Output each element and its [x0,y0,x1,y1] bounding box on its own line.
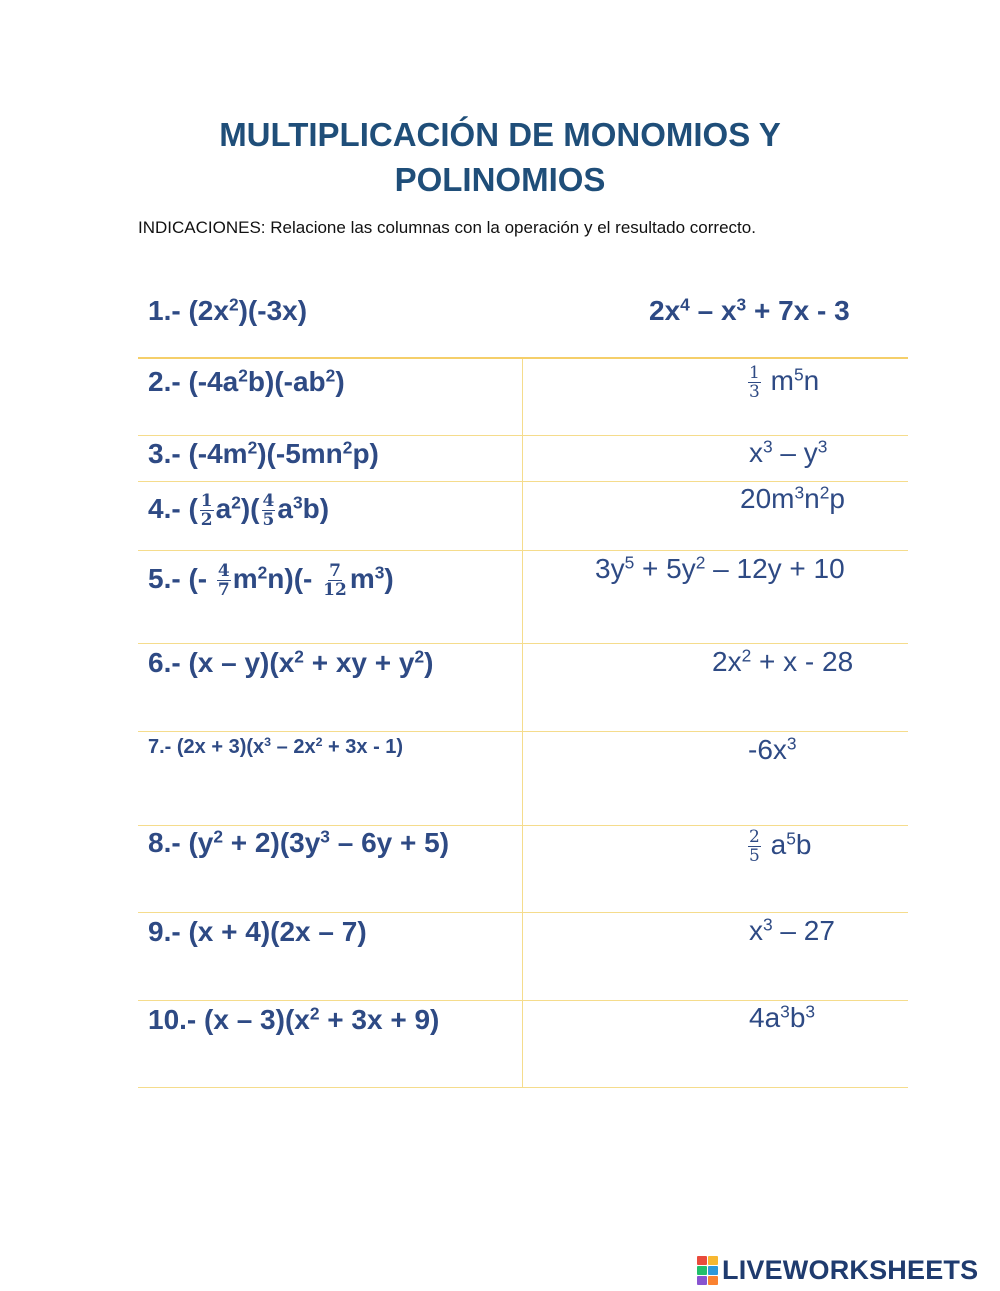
operation-7[interactable]: 7.- $(2x + 3)(x^3 - 2x^2 + 3x - 1)$ [148,735,404,758]
operation-6[interactable]: 6.- $(x - y)(x^2$ + xy + $y^2$) [148,646,434,678]
result-8[interactable]: $\frac{2}{5}$ $a^5b$ [749,827,812,866]
operation-1[interactable]: 1.- $(2x^2)(-3x)$ [148,294,308,326]
row-divider [138,825,908,826]
matching-table [138,0,908,1291]
result-7[interactable]: $-6x^3$ [748,733,797,765]
operation-10[interactable]: 10.- $(x - 3)(x^2 + 3x + 9)$ [148,1003,440,1035]
row-divider [138,550,908,551]
row-divider [138,1087,908,1088]
title-line-1: MULTIPLICACIÓN DE MONOMIOS Y [219,116,781,153]
logo-block [708,1256,718,1265]
fraction: $\frac{1}{3}$ [749,363,760,402]
title-line-2: POLINOMIOS [394,161,606,198]
result-10[interactable]: $4a^3b^3$ [749,1001,816,1033]
fraction: $\frac{4}{5}$ [262,491,275,530]
row-divider [138,643,908,644]
logo-block [697,1256,707,1265]
operation-3[interactable]: 3.- $(-4m^2)(-5mn^2p)$ [148,437,379,469]
operation-4[interactable]: 4.- ( $\frac{1}{2}$ $a^2$)( $\frac{4}{5}$ $a^3b$) [148,491,330,530]
result-3[interactable]: $x^3 - y^3$ [749,436,828,468]
logo-text: LIVEWORKSHEETS [722,1254,979,1285]
column-divider [522,359,523,1088]
result-2[interactable]: $\frac{1}{3}$ $m^5n$ [749,363,820,402]
logo-block [708,1266,718,1275]
logo-block [697,1266,707,1275]
row-divider [138,731,908,732]
row-divider [138,435,908,436]
logo-block [708,1276,718,1285]
fraction: $\frac{2}{5}$ [749,827,760,866]
fraction: $\frac{4}{7}$ [217,561,230,600]
logo-blocks-icon [697,1256,718,1285]
liveworksheets-logo [697,1255,978,1285]
row-divider [138,1000,908,1001]
operation-8[interactable]: 8.- $(y^2 + 2)(3y^3 - 6y + 5)$ [148,826,450,858]
result-5[interactable]: $3y^5 + 5y^2 - 12y + 10$ [595,552,845,584]
operation-9[interactable]: 9.- (x + 4)(2x – 7) [148,916,367,947]
result-1[interactable]: $2x^4 - x^3 + 7x - 3$ [649,294,850,326]
instructions: INDICACIONES: Relacione las columnas con la operación y el resultado correcto. [138,218,756,237]
fraction: $\frac{1}{2}$ [200,491,213,530]
result-6[interactable]: $2x^2 + x - 28$ [712,645,854,677]
operation-5[interactable]: 5.- (- $\frac{4}{7}$ $m^2n)(-$ $\frac{7}{12}$ $m^3$) [148,561,394,600]
row-divider [138,481,908,482]
operation-2[interactable]: 2.- $(-4a^2b)(-ab^2)$ [148,365,345,397]
row-divider [138,912,908,913]
result-4[interactable]: $20m^3n^2p$ [740,482,845,514]
result-9[interactable]: $x^3 - 27$ [749,914,835,946]
logo-block [697,1276,707,1285]
fraction: $\frac{7}{12}$ [323,561,347,600]
row-divider [138,357,908,359]
